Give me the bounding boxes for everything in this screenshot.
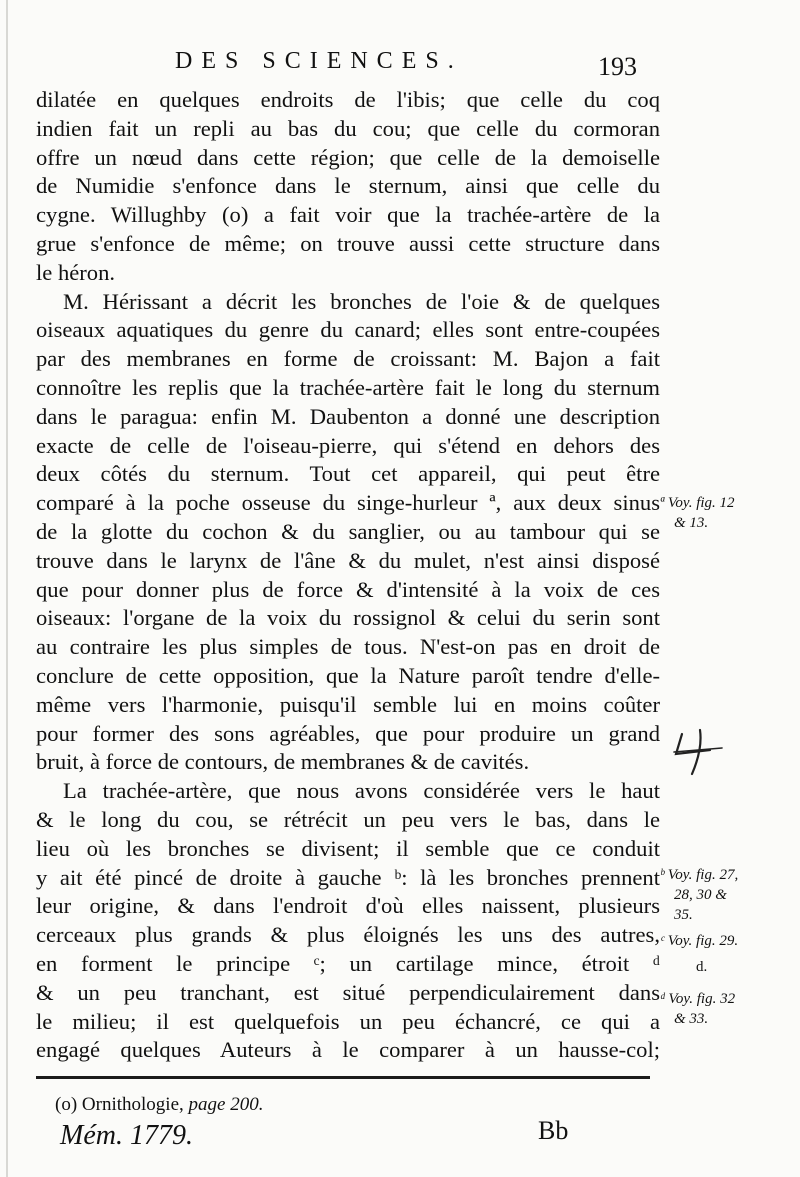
margin-note-b-cont: 28, 30 & <box>674 887 727 903</box>
running-head: DES SCIENCES. <box>175 48 463 74</box>
margin-note-d-cont: & 33. <box>674 1011 709 1027</box>
sheet-signature: Bb <box>538 1116 569 1145</box>
text-line: & le long du cou, se rétrécit un peu vers le bas, dans le <box>36 806 660 832</box>
text-line: au contraire les plus simples de tous. N'est-on pas en droit de <box>36 634 660 660</box>
text-line: lieu où les bronches se divisent; il semble que ce conduit <box>36 835 660 861</box>
text-line: exacte de celle de l'oiseau-pierre, qui s'étend en dehors des <box>36 432 660 458</box>
handwritten-mark-icon <box>670 728 730 778</box>
text-line: indien fait un repli au bas du cou; que celle du cormoran <box>36 115 660 141</box>
text-line: de la glotte du cochon & du sanglier, ou au tambour qui se <box>36 518 660 544</box>
text-line: de Numidie s'enfonce dans le sternum, ainsi que celle du <box>36 173 660 199</box>
footnote-rule <box>36 1076 650 1079</box>
footnote-marker: (o) <box>55 1094 78 1115</box>
text-line: comparé à la poche osseuse du singe-hurleur ª, aux deux sinus <box>36 490 660 516</box>
text-line: conclure de cette opposition, que la Nature paroît tendre d'elle- <box>36 662 660 688</box>
margin-note-b-cont2: 35. <box>674 907 693 923</box>
text-line: engagé quelques Auteurs à le comparer à un hausse-col; <box>36 1037 660 1063</box>
text-line: en forment le principe ᶜ; un cartilage mince, étroit ᵈ <box>36 950 660 976</box>
margin-note-d: ᵈ Voy. fig. 32 <box>660 991 736 1007</box>
text-line: dilatée en quelques endroits de l'ibis; que celle du coq <box>36 87 660 112</box>
text-line: connoître les replis que la trachée-artère fait le long du sternum <box>36 374 660 400</box>
margin-note-d-label: d. <box>696 959 708 975</box>
text-line: oiseaux: l'organe de la voix du rossignol & celui du serin sont <box>36 605 660 631</box>
text-line: dans le paragua: enfin M. Daubenton a donné une description <box>36 403 660 429</box>
footnote-text: Ornithologie, <box>81 1094 184 1115</box>
page-number: 193 <box>598 52 637 81</box>
text-line: pour former des sons agréables, que pour produire un grand <box>36 720 660 746</box>
text-line: & un peu tranchant, est situé perpendiculairement dans <box>36 979 660 1005</box>
text-line: M. Hérissant a décrit les bronches de l'oie & de quelques <box>63 288 660 314</box>
text-line: bruit, à force de contours, de membranes & de cavités. <box>36 749 530 775</box>
text-line: que pour donner plus de force & d'intensité à la voix de ces <box>36 576 660 602</box>
margin-note-b: ᵇ Voy. fig. 27, <box>660 867 739 883</box>
text-line: le milieu; il est quelquefois un peu échancré, ce qui a <box>36 1008 660 1034</box>
margin-note-a: ª Voy. fig. 12 <box>660 495 735 511</box>
page-edge-shadow <box>6 0 8 1177</box>
margin-note-c: ᶜ Voy. fig. 29. <box>660 933 739 949</box>
text-line: deux côtés du sternum. Tout cet appareil, qui peut être <box>36 461 660 487</box>
text-line: trouve dans le larynx de l'âne & du mulet, n'est ainsi disposé <box>36 547 660 573</box>
text-line: le héron. <box>36 259 116 285</box>
text-line: y ait été pincé de droite à gauche ᵇ: là les bronches prennent <box>36 864 660 890</box>
text-line: La trachée-artère, que nous avons considérée vers le haut <box>63 778 660 804</box>
text-line: grue s'enfonce de même; on trouve aussi cette structure dans <box>36 230 660 256</box>
text-line: cygne. Willughby (o) a fait voir que la trachée-artère de la <box>36 202 660 228</box>
text-line: par des membranes en forme de croissant: M. Bajon a fait <box>36 346 660 372</box>
text-line: cerceaux plus grands & plus éloignés les uns des autres, <box>36 922 660 948</box>
text-line: même vers l'harmonie, puisqu'il semble lui en moins coûter <box>36 691 660 717</box>
volume-signature: Mém. 1779. <box>60 1120 193 1151</box>
text-line: oiseaux aquatiques du genre du canard; elles sont entre-coupées <box>36 317 660 343</box>
text-line: leur origine, & dans l'endroit d'où elles naissent, plusieurs <box>36 893 660 919</box>
footnote-page-ref: page 200. <box>188 1094 264 1115</box>
margin-note-a-cont: & 13. <box>674 515 709 531</box>
footnote <box>55 1094 263 1116</box>
margin-notes <box>660 0 800 1177</box>
body-text <box>36 86 660 1065</box>
text-line: offre un nœud dans cette région; que celle de la demoiselle <box>36 144 660 170</box>
